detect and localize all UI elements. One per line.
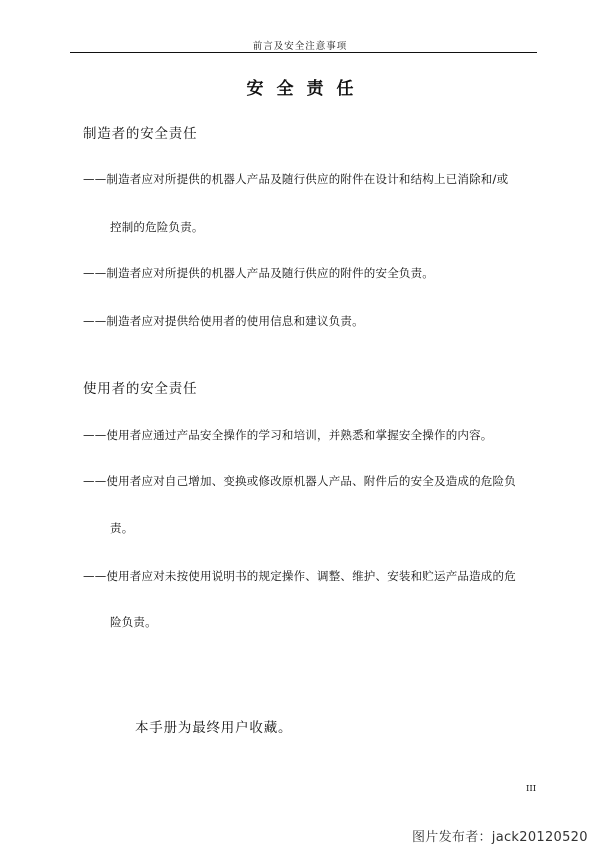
header-rule xyxy=(70,52,537,53)
running-header: 前言及安全注意事项 xyxy=(252,41,348,52)
user-item-1: ——使用者应通过产品安全操作的学习和培训，并熟悉和掌握安全操作的内容。 xyxy=(83,428,493,442)
user-item-2-cont: 责。 xyxy=(110,521,134,535)
closing-note: 本手册为最终用户收藏。 xyxy=(135,720,293,736)
user-heading: 使用者的安全责任 xyxy=(83,381,198,397)
manufacturer-item-2: ——制造者应对所提供的机器人产品及随行供应的附件的安全负责。 xyxy=(83,266,434,280)
manufacturer-item-1: ——制造者应对所提供的机器人产品及随行供应的附件在设计和结构上已消除和/或 xyxy=(83,172,509,186)
page-number: III xyxy=(526,784,537,794)
user-item-3-cont: 险负责。 xyxy=(110,615,157,629)
user-item-3: ——使用者应对未按使用说明书的规定操作、调整、维护、安装和贮运产品造成的危 xyxy=(83,569,516,583)
manufacturer-item-3: ——制造者应对提供给使用者的使用信息和建议负责。 xyxy=(83,314,364,328)
user-item-2: ——使用者应对自己增加、变换或修改原机器人产品、附件后的安全及造成的危险负 xyxy=(83,474,516,488)
manufacturer-item-1-cont: 控制的危险负责。 xyxy=(110,220,204,234)
manufacturer-heading: 制造者的安全责任 xyxy=(83,126,198,142)
page-title: 安全责任 xyxy=(246,79,367,99)
watermark: 图片发布者：jack20120520 xyxy=(412,830,588,845)
